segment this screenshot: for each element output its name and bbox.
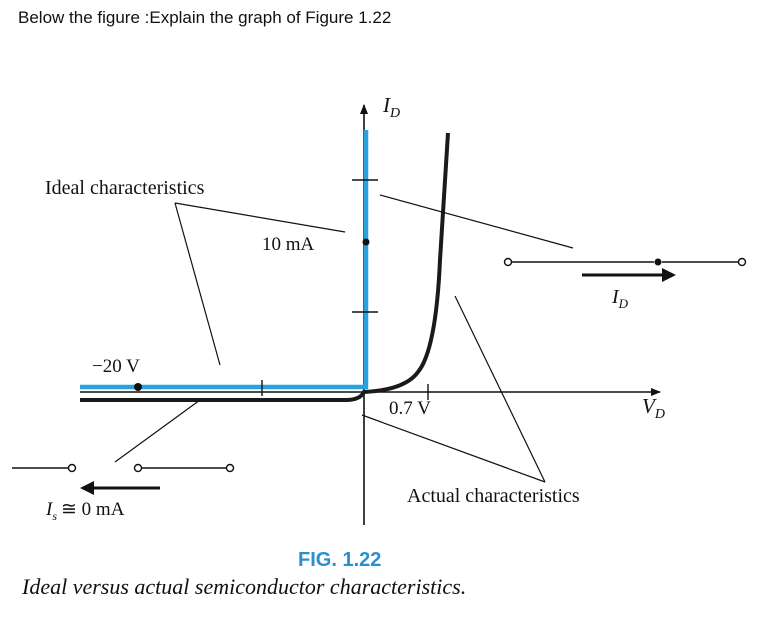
figure-number: FIG. 1.22 bbox=[298, 549, 382, 571]
figure-caption: Ideal versus actual semiconductor characteristics. bbox=[22, 574, 467, 599]
voltage-0-7-label: 0.7 V bbox=[389, 398, 431, 419]
ideal-characteristic-curve bbox=[80, 130, 366, 387]
current-10mA-label: 10 mA bbox=[262, 234, 315, 255]
ideal-characteristics-label: Ideal characteristics bbox=[45, 177, 205, 199]
ideal-leader-line bbox=[175, 203, 345, 232]
ideal-leader-line bbox=[175, 203, 220, 365]
forward-terminal-right bbox=[739, 259, 746, 266]
y-axis-label: $I_D$ bbox=[383, 93, 401, 121]
forward-leader-line bbox=[380, 195, 573, 248]
reverse-switch-contact bbox=[135, 465, 142, 472]
current-10mA-point bbox=[363, 239, 370, 246]
reverse-current-arrowhead bbox=[80, 481, 94, 495]
reverse-terminal-right bbox=[227, 465, 234, 472]
voltage-minus20-point bbox=[134, 383, 142, 391]
forward-switch-contact bbox=[655, 259, 662, 266]
voltage-minus20-label: −20 V bbox=[92, 356, 140, 377]
forward-terminal-left bbox=[505, 259, 512, 266]
forward-current-arrowhead bbox=[662, 268, 676, 282]
reverse-terminal-left bbox=[69, 465, 76, 472]
x-axis-label: $V_D$ bbox=[642, 394, 665, 422]
reverse-leader-line bbox=[115, 400, 200, 462]
actual-characteristics-label: Actual characteristics bbox=[407, 485, 580, 507]
forward-current-label: $I_D$ bbox=[612, 286, 629, 311]
question-text: Below the figure :Explain the graph of Figure 1.22 bbox=[18, 8, 392, 27]
reverse-current-label: $I_s$ ≅ 0 mA bbox=[46, 499, 125, 523]
